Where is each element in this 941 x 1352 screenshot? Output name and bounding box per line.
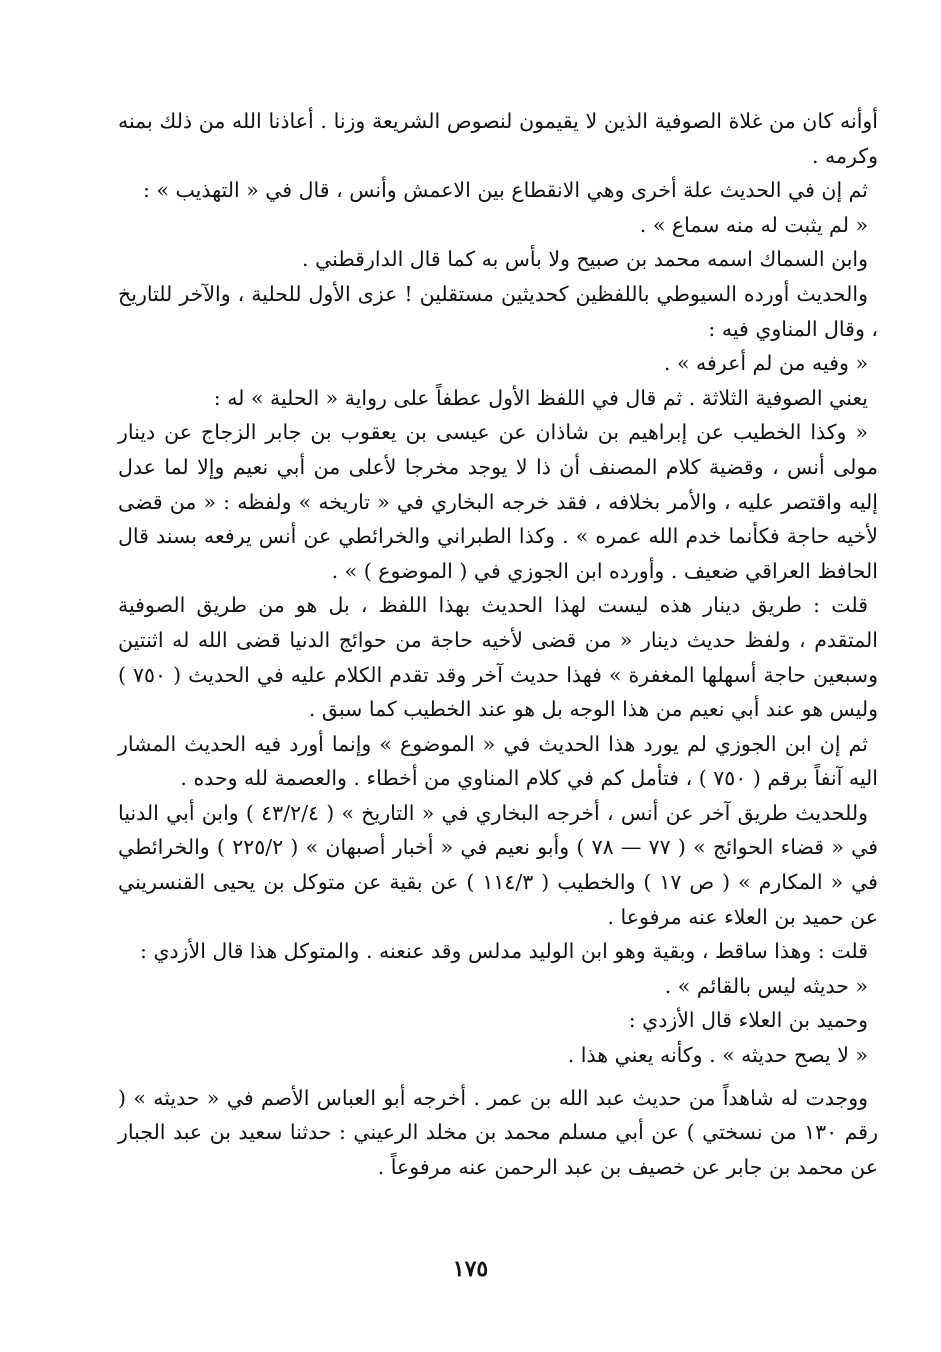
quote-2: « وفيه من لم أعرفه » . — [663, 351, 868, 376]
paragraph-9: قلت : وهذا ساقط ، وبقية وهو ابن الوليد مدلس وقد عنعنه . والمتوكل هذا قال الأزدي : — [140, 939, 868, 964]
quote-4: « حديثه ليس بالقائم » . — [664, 973, 868, 998]
page-number: ١٧٥ — [452, 1256, 489, 1282]
paragraph-10: وحميد بن العلاء قال الأزدي : — [628, 1008, 868, 1033]
quote-3: « وكذا الخطيب عن إبراهيم بن شاذان عن عيسى بن يعقوب بن جابر الزجاج عن دينار مولى أنس ، وقضية كلام المصنف أن ذا لا يوجد مخرجا لأعلى من أبي نعيم وإلا لما عدل إليه واقتصر عليه ، والأمر بخلافه ، فقد خرجه البخاري في « تاريخه » ولفظه : « من قضى لأخيه حاجة فكأنما خدم الله عمره » . وكذا الطبراني والخرائطي عن أنس يرفعه بسند قال الحافظ العراقي ضعيف . وأورده ابن الجوزي في ( الموضوع ) » . — [118, 420, 878, 583]
paragraph-8: وللحديث طريق آخر عن أنس ، أخرجه البخاري في « التاريخ » ( ٤٣/٢/٤ ) وابن أبي الدنيا في « قضاء الحوائج » ( ٧٧ — ٧٨ ) وأبو نعيم في « أخبار أصبهان » ( ٢٢٥/٢ ) والخرائطي في « المكارم » ( ص ١٧ ) والخطيب ( ١١٤/٣ ) عن بقية عن متوكل بن يحيى القنسريني عن حميد بن العلاء عنه مرفوعا . — [118, 800, 878, 929]
paragraph-3: وابن السماك اسمه محمد بن صبيح ولا بأس به كما قال الدارقطني . — [302, 247, 868, 272]
paragraph-6: قلت : طريق دينار هذه ليست لهذا الحديث بهذا اللفظ ، بل هو من طريق الصوفية المتقدم ، ولفظ حديث دينار « من قضى لأخيه حاجة من حوائج الدنيا قضى الله له اثنتين وسبعين حاجة أسهلها المغفرة » فهذا حديث آخر وقد تقدم الكلام عليه في الحديث ( ٧٥٠ ) وليس هو عند أبي نعيم من هذا الوجه بل هو عند الخطيب كما سبق . — [118, 593, 879, 722]
paragraph-4: والحديث أورده السيوطي باللفظين كحديثين مستقلين ! عزى الأول للحلية ، والآخر للتاريخ ، وقال المناوي فيه : — [118, 281, 878, 341]
paragraph-1: أوأنه كان من غلاة الصوفية الذين لا يقيمون لنصوص الشريعة وزنا . أعاذنا الله من ذلك بمنه وكرمه . — [118, 109, 878, 168]
quote-1: « لم يثبت له منه سماع » . — [639, 212, 868, 237]
quote-5: « لا يصح حديثه » . وكأنه يعني هذا . — [567, 1043, 868, 1068]
paragraph-7: ثم إن ابن الجوزي لم يورد هذا الحديث في « الموضوع » وإنما أورد فيه الحديث المشار اليه آنفاً برقم ( ٧٥٠ ) ، فتأمل كم في كلام المناوي من أخطاء . والعصمة لله وحده . — [118, 731, 878, 791]
paragraph-2: ثم إن في الحديث علة أخرى وهي الانقطاع بين الاعمش وأنس ، قال في « التهذيب » : — [143, 178, 868, 203]
main-text — [118, 104, 878, 1184]
paragraph-5: يعني الصوفية الثلاثة . ثم قال في اللفظ الأول عطفاً على رواية « الحلية » له : — [213, 385, 868, 410]
paragraph-11: ووجدت له شاهداً من حديث عبد الله بن عمر . أخرجه أبو العباس الأصم في « حديثه » ( رقم ١٣٠ من نسختي ) عن أبي مسلم محمد بن مخلد الرعيني : حدثنا سعيد بن عبد الجبار عن محمد بن جابر عن خصيف بن عبد الرحمن عنه مرفوعاً . — [118, 1085, 878, 1179]
